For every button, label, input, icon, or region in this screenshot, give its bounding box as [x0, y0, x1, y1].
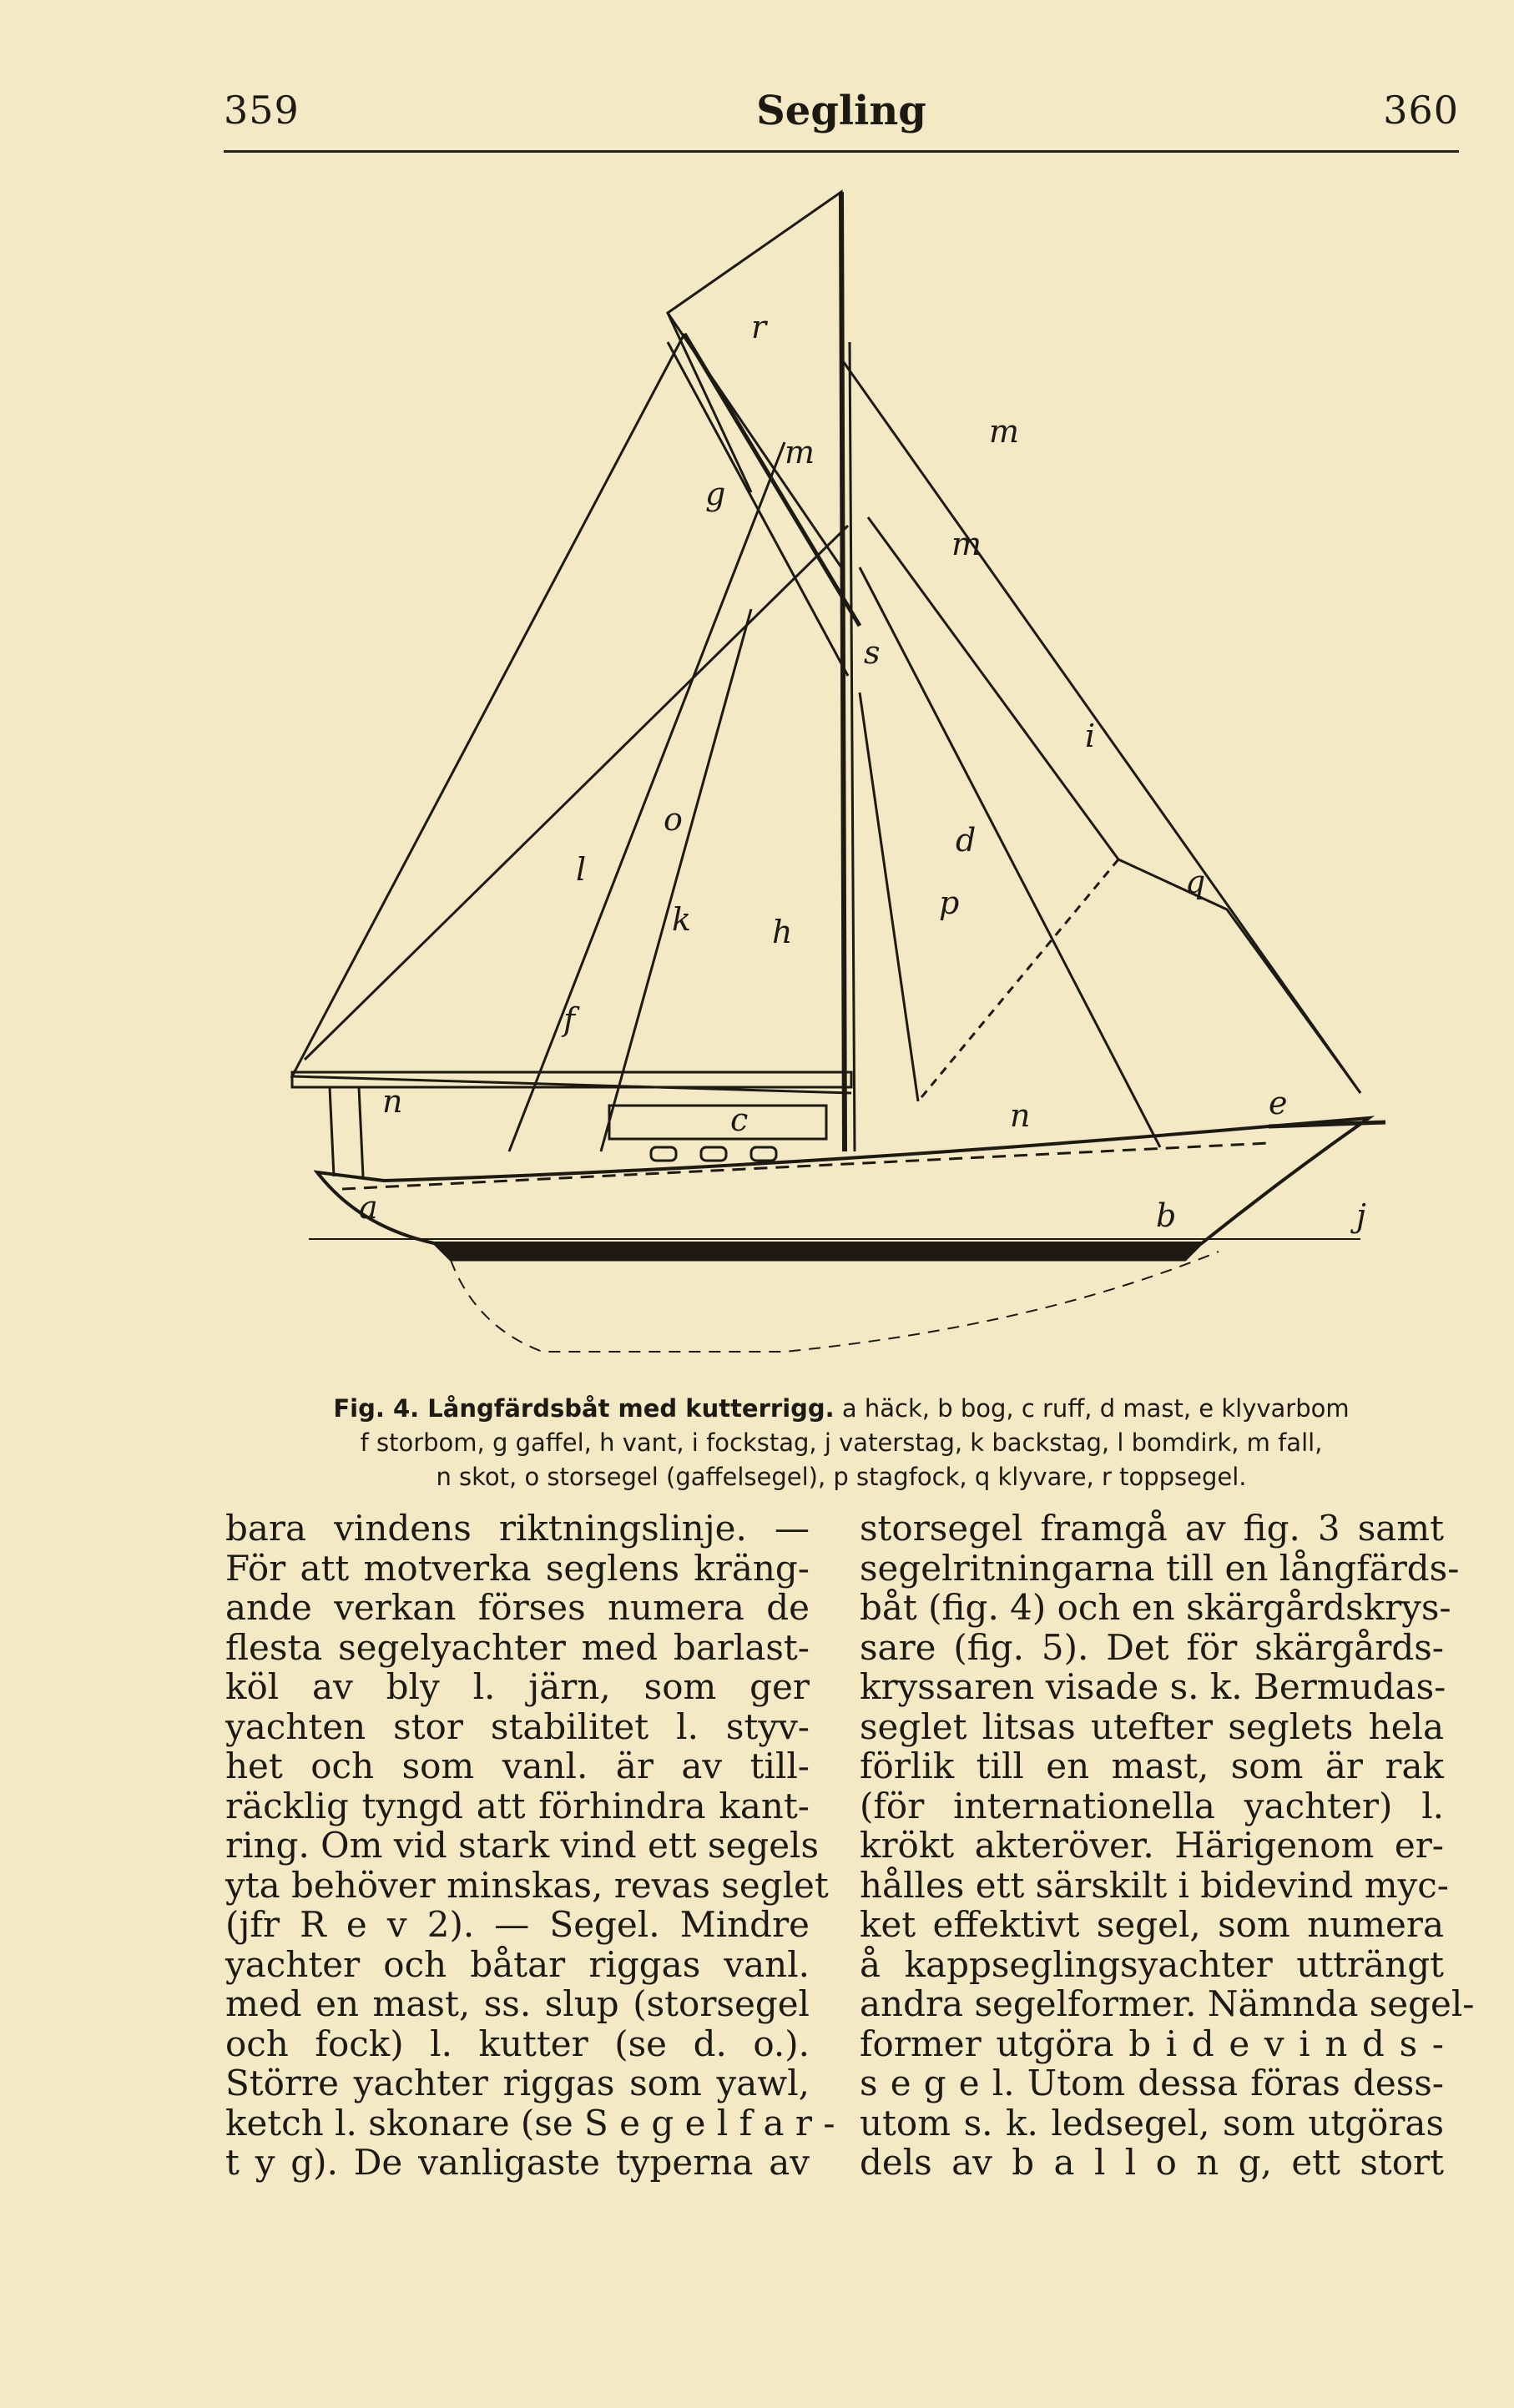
svg-text:b: b — [1156, 1197, 1177, 1234]
text-line: ring. Om vid stark vind ett segels — [225, 1825, 820, 1866]
svg-text:a: a — [359, 1189, 378, 1226]
text-line: å kappseglingsyachter utträngt — [860, 1943, 1444, 1985]
text-line: yachten stor stabilitet l. styv- — [225, 1705, 810, 1747]
svg-text:q: q — [1185, 864, 1206, 900]
svg-text:l: l — [576, 851, 587, 888]
running-header — [224, 88, 1459, 154]
svg-text:d: d — [956, 822, 977, 859]
text-line: segelritningarna till en långfärds- — [860, 1547, 1460, 1589]
text-line: seglet litsas utefter seglets hela — [860, 1705, 1444, 1747]
header-rule — [224, 150, 1459, 153]
text-line: hålles ett särskilt i bidevind myc- — [860, 1864, 1450, 1906]
svg-text:n: n — [1010, 1097, 1031, 1134]
text-column-right — [860, 1508, 1475, 2183]
svg-text:h: h — [772, 914, 793, 950]
svg-text:n: n — [382, 1083, 403, 1120]
svg-text:s: s — [864, 634, 881, 671]
text-line: förlik till en mast, som är rak — [860, 1746, 1444, 1786]
text-line: flesta segelyachter med barlast- — [225, 1626, 810, 1668]
rigging-lines — [292, 192, 1385, 1352]
running-title: Segling — [756, 88, 926, 134]
figure-letters — [359, 309, 1366, 1234]
text-line: ande verkan förses numera de — [225, 1587, 810, 1628]
text-line: krökt akteröver. Härigenom er- — [860, 1825, 1444, 1866]
text-line: yachter och båtar riggas vanl. — [225, 1943, 810, 1985]
text-line: (jfr R e v 2). — Segel. Mindre — [225, 1904, 810, 1945]
caption-lead: Fig. 4. Långfärdsbåt med kutterrigg. — [333, 1394, 835, 1423]
text-line: och fock) l. kutter (se d. o.). — [225, 2023, 810, 2064]
text-line: storsegel framgå av fig. 3 samt — [860, 1508, 1444, 1549]
svg-text:f: f — [563, 1001, 576, 1038]
text-line: s e g e l. Utom dessa föras dess- — [860, 2063, 1444, 2103]
text-line: (för internationella yachter) l. — [860, 1785, 1444, 1826]
svg-text:p: p — [939, 884, 960, 921]
text-line: Större yachter riggas som yawl, — [225, 2063, 810, 2103]
svg-text:g: g — [705, 476, 726, 512]
caption-line-1 — [224, 1392, 1459, 1426]
text-line: utom s. k. ledsegel, som utgöras — [860, 2102, 1444, 2144]
text-line: yta behöver minskas, revas seglet — [225, 1864, 829, 1906]
svg-text:c: c — [730, 1101, 749, 1138]
text-line: kryssaren visade s. k. Bermudas- — [860, 1666, 1446, 1707]
text-line: andra segelformer. Nämnda segel- — [860, 1983, 1475, 2024]
text-line: med en mast, ss. slup (storsegel — [225, 1983, 810, 2024]
text-line: köl av bly l. järn, som ger — [225, 1666, 810, 1707]
text-line: ket effektivt segel, som numera — [860, 1904, 1444, 1945]
svg-text:e: e — [1269, 1085, 1288, 1121]
text-line: räcklig tyngd att förhindra kant- — [225, 1785, 810, 1826]
text-column-left — [225, 1508, 835, 2183]
caption-line-2: f storbom, g gaffel, h vant, i fockstag, j vaterstag, k backstag, l bomdirk, m fall, — [360, 1428, 1323, 1457]
text-line: former utgöra b i d e v i n d s - — [860, 2023, 1444, 2064]
text-line: För att motverka seglens kräng- — [225, 1547, 810, 1589]
text-line: sare (fig. 5). Det för skärgårds- — [860, 1626, 1444, 1668]
svg-text:r: r — [751, 309, 767, 345]
svg-text:m: m — [989, 413, 1020, 450]
page-number-right: 360 — [1383, 88, 1459, 133]
svg-text:m: m — [951, 526, 982, 562]
page-number-left: 359 — [224, 88, 300, 133]
text-line: dels av b a l l o n g, ett stort — [860, 2142, 1444, 2183]
sailboat-figure — [284, 175, 1402, 1377]
text-line: het och som vanl. är av till- — [225, 1746, 810, 1786]
text-line: bara vindens riktningslinje. — — [225, 1508, 810, 1549]
svg-text:j: j — [1356, 1197, 1366, 1234]
text-line: båt (fig. 4) och en skärgårdskrys- — [860, 1587, 1451, 1628]
svg-text:k: k — [672, 901, 692, 938]
svg-text:o: o — [664, 801, 683, 838]
figure-caption — [224, 1392, 1459, 1494]
caption-line-3: n skot, o storsegel (gaffelsegel), p stagfock, q klyvare, r toppsegel. — [436, 1463, 1247, 1491]
text-line: ketch l. skonare (se S e g e l f a r - — [225, 2102, 835, 2144]
text-line: t y g). De vanligaste typerna av — [225, 2142, 810, 2183]
svg-text:m: m — [785, 434, 815, 471]
svg-text:i: i — [1085, 718, 1096, 754]
caption-line-1-rest: a häck, b bog, c ruff, d mast, e klyvarbom — [834, 1394, 1350, 1423]
